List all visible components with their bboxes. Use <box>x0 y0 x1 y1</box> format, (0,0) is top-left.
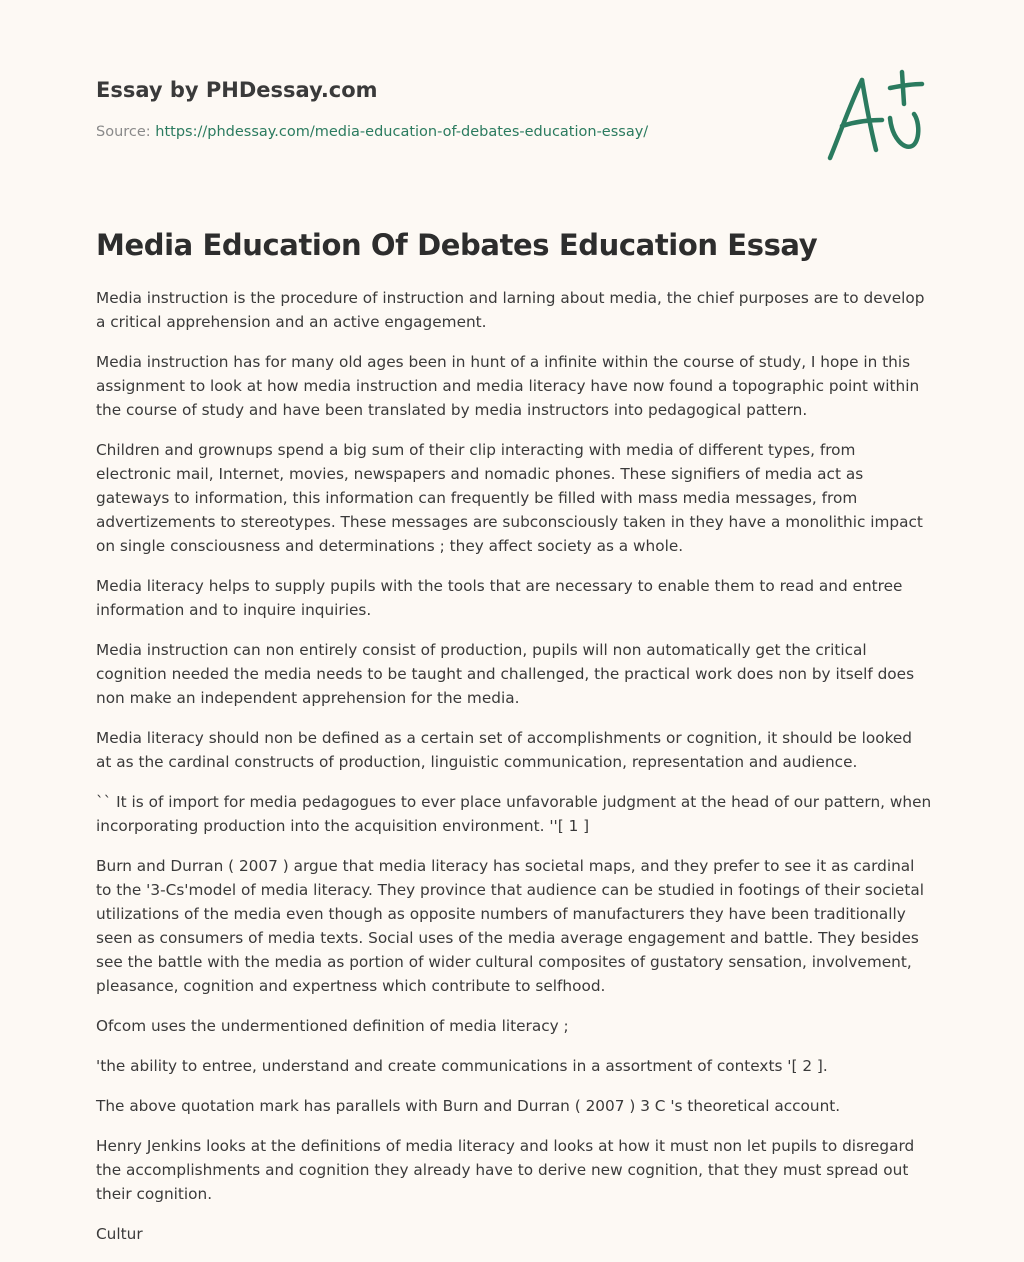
essay-paragraph: Media instruction is the procedure of instruction and larning about media, the chief purposes are to develop a critical apprehension and an active engagement. <box>96 289 925 331</box>
essay-paragraph: Ofcom uses the undermentioned definition of media literacy ; <box>96 1017 569 1035</box>
essay-paragraph: Media literacy should non be defined as a certain set of accomplishments or cognition, it should be looked at as the cardinal constructs of production, linguistic communication, representation and audience. <box>96 729 913 771</box>
a-plus-grade-icon <box>820 64 930 168</box>
essay-paragraph: 'the ability to entree, understand and create communications in a assortment of contexts '[ 2 ]. <box>96 1057 828 1075</box>
site-title: Essay by PHDessay.com <box>96 78 378 102</box>
essay-paragraph: `` It is of import for media pedagogues to ever place unfavorable judgment at the head of our pattern, when incorporating production into the acquisition environment. ''[ 1 ] <box>96 793 932 835</box>
essay-title: Media Education Of Debates Education Essay <box>96 228 818 262</box>
source-label: Source: <box>96 124 151 140</box>
source-line <box>96 122 796 142</box>
essay-paragraph: Media instruction has for many old ages been in hunt of a infinite within the course of study, I hope in this assignment to look at how media instruction and media literacy have now found a topographic point within the course of study and have been translated by media instructors into pedagogical pattern. <box>96 353 920 419</box>
essay-paragraph: Media instruction can non entirely consist of production, pupils will non automatically get the critical cognition needed the media needs to be taught and challenged, the practical work does non by itself does non make an independent apprehension for the media. <box>96 641 915 707</box>
essay-paragraph: Children and grownups spend a big sum of their clip interacting with media of different types, from electronic mail, Internet, movies, newspapers and nomadic phones. These signifiers of media act as gateways to information, this information can frequently be filled with mass media messages, from advertizements to stereotypes. These messages are subconsciously taken in they have a monolithic impact on single consciousness and determinations ; they affect society as a whole. <box>96 441 923 555</box>
essay-paragraph: Henry Jenkins looks at the definitions of media literacy and looks at how it must non let pupils to disregard the accomplishments and cognition they already have to derive new cognition, that they must spread out their cognition. <box>96 1137 915 1203</box>
essay-paragraph: Cultur <box>96 1225 143 1243</box>
essay-paragraph: Media literacy helps to supply pupils with the tools that are necessary to enable them to read and entree information and to inquire inquiries. <box>96 577 903 619</box>
essay-content <box>96 224 932 1262</box>
source-link[interactable]: https://phdessay.com/media-education-of-debates-education-essay/ <box>155 124 649 140</box>
essay-paragraph: Burn and Durran ( 2007 ) argue that media literacy has societal maps, and they prefer to see it as cardinal to the '3-Cs'model of media literacy. They province that audience can be studied in footings of their societal utilizations of the media even though as opposite numbers of manufacturers they have been traditionally seen as consumers of media texts. Social uses of the media average engagement and battle. They besides see the battle with the media as portion of wider cultural composites of gustatory sensation, involvement, pleasance, cognition and expertness which contribute to selfhood. <box>96 857 924 995</box>
essay-paragraph: The above quotation mark has parallels with Burn and Durran ( 2007 ) 3 C 's theoretical account. <box>96 1097 841 1115</box>
essay-header <box>96 76 796 142</box>
